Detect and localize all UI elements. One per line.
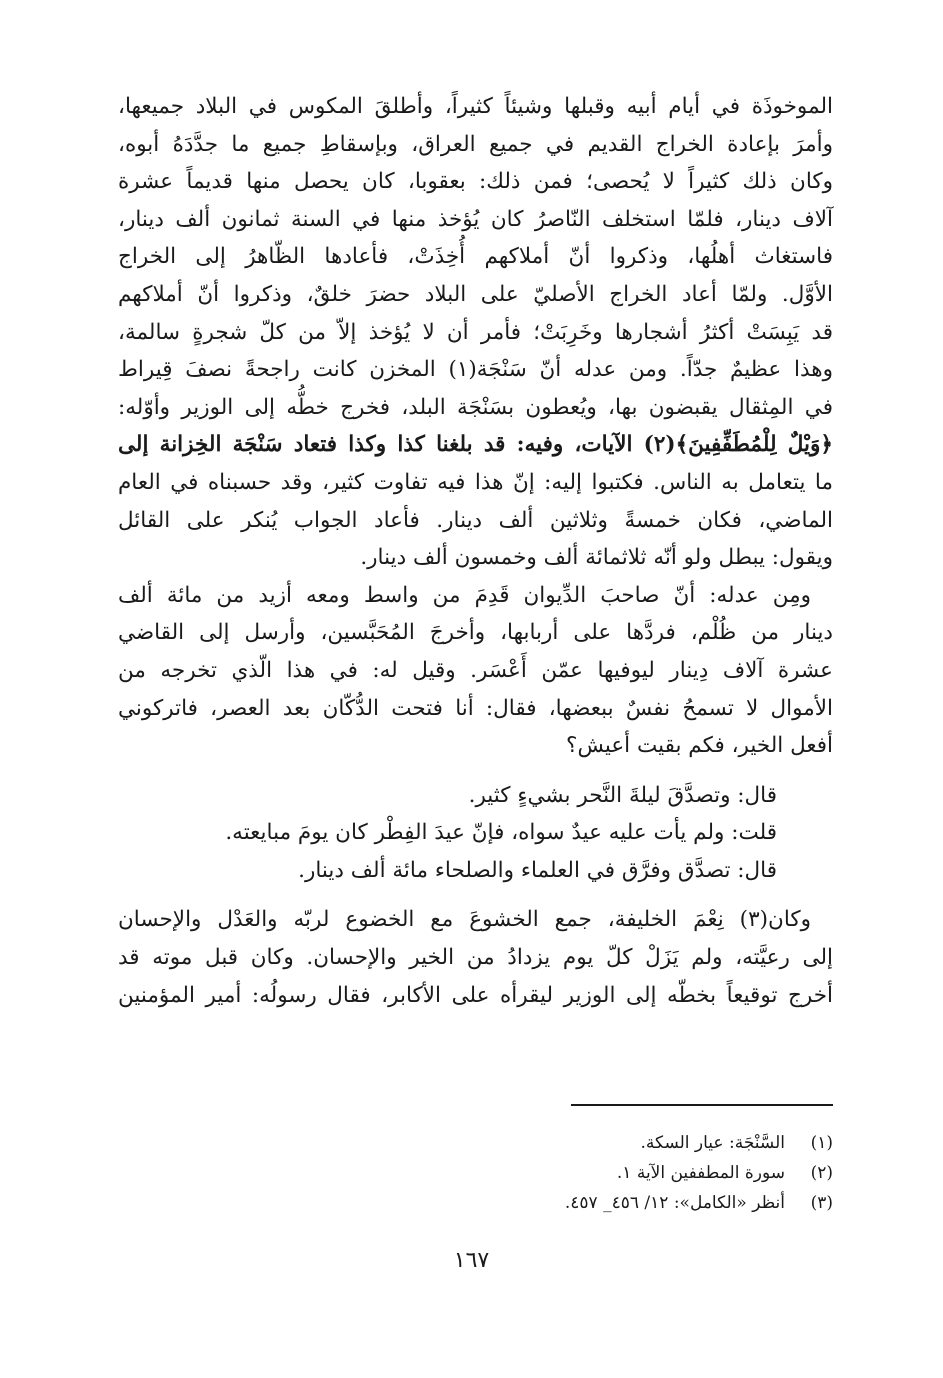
text-line: وكان ذلك كثيراً لا يُحصى؛ فمن ذلك: بعقوبا، كان يحصل منها قديماً عشرة [118,169,833,195]
text-line: الأوَّل. ولمّا أعاد الخراج الأصليّ على البلاد حضرَ خلقٌ، وذكروا أنّ أملاكهم [118,281,833,307]
text-line: أفعل الخير، فكم بقيت أعيش؟ [566,733,833,759]
footnote-text: سورة المطففين الآية ١. [616,1163,785,1183]
text-line: ويقول: يبطل ولو أنّه ثلاثمائة ألف وخمسون ألف دينار. [360,545,833,571]
text-line: ومِن عدله: أنّ صاحبَ الدِّيوان قَدِمَ من واسط ومعه أزيد من مائة ألف [118,582,811,608]
quoted-block [118,777,833,890]
text-line: آلاف دينار، فلمّا استخلف النّاصرُ كان يُؤخذ منها في السنة ثمانون ألف دينار، [118,206,833,232]
text-line: وأمرَ بإعادة الخراج القديم في جميع العراق، وبإسقاطِ جميع ما جدَّدَهُ أبوه، [118,131,833,157]
footnote-divider [571,1104,833,1106]
paragraph-2 [118,577,833,615]
text-line: أخرج توقيعاً بخطّه إلى الوزير ليقرأه على الأكابر، فقال رسولُه: أمير المؤمنين [118,982,833,1008]
text-line: ما يتعامل به الناس. فكتبوا إليه: إنّ هذا فيه تفاوت كثير، وقد حسبناه في العام [118,469,833,495]
paragraph-3 [118,901,833,939]
quran-verse-line: ﴿وَيْلٌ لِلْمُطَفِّفِينَ﴾(٢) الآيات، وفيه: قد بلغنا كذا وكذا فتعاد سَنْجَة الخِزانة إلى [118,432,833,458]
text-line: في المِثقال يقبضون بها، ويُعطون بسَنْجَة البلد، فخرج خطُّه إلى الوزير وأوّله: [118,394,833,420]
quote-line: قلت: ولم يأت عليه عيدٌ سواه، فإنّ عيدَ الفِطْر كان يومَ مبايعته. [225,820,777,846]
paragraph-3-cont [118,939,833,1014]
quote-line: قال: وتصدَّقَ ليلةَ النَّحر بشيءٍ كثير. [468,782,777,808]
text-line: وهذا عظيمٌ جدّاً. ومن عدله أنّ سَنْجَة(١) المخزن كانت راجحةً نصفَ قِيراط [118,357,833,383]
footnote-2 [413,1158,833,1188]
text-line: عشرة آلاف دِينار ليوفيها عمّن أَعْسَر. وقيل له: في هذا الّذي تخرجه من [118,657,833,683]
main-text [118,88,833,1014]
footnote-number: (٢) [810,1163,833,1183]
paragraph-2-cont [118,614,833,764]
text-line: فاستغاث أهلُها، وذكروا أنّ أملاكهم أُخِذَتْ، فأعادها الظّاهرُ إلى الخراج [118,244,833,270]
text-line: الموخوذَة في أيام أبيه وقبلها وشيئاً كثيراً، وأطلقَ المكوس في البلاد جميعها، [118,94,833,119]
footnote-number: (٣) [810,1193,833,1213]
footnote-number: (١) [810,1133,833,1153]
paragraph-1 [118,88,833,577]
page-number: ١٦٧ [453,1248,490,1273]
text-line: قد يَبِسَتْ أكثرُ أشجارها وخَرِبَتْ؛ فأمر أن لا يُؤخذ إلاّ من كلّ شجرةٍ سالمة، [118,319,833,345]
quote-line: قال: تصدَّق وفرَّق في العلماء والصلحاء مائة ألف دينار. [298,857,777,883]
footnote-text: أنظر «الكامل»: ١٢/ ٤٥٦_ ٤٥٧. [564,1193,785,1213]
footnote-1 [413,1128,833,1158]
footnote-3 [413,1188,833,1218]
text-line: إلى رعيَّته، ولم يَزَلْ كلّ يوم يزدادُ من الخير والإحسان. وكان قبل موته قد [118,945,833,971]
footnotes [413,1128,833,1218]
text-line: الأموال لا تسمحُ نفسٌ ببعضها، فقال: أنا فتحت الدُّكّان بعد العصر، فاتركوني [118,695,833,721]
text-line: وكان(٣) نِعْمَ الخليفة، جمع الخشوعَ مع الخضوع لربّه والعَدْل والإحسان [118,907,811,933]
footnote-text: السَّنْجَة: عيار السكة. [640,1133,785,1153]
text-line: الماضي، فكان خمسةً وثلاثين ألف دينار. فأعاد الجواب يُنكر على القائل [118,507,833,533]
text-line: دينار من ظُلْم، فردَّها على أربابها، وأخرجَ المُحَبَّسين، وأرسل إلى القاضي [118,620,833,646]
